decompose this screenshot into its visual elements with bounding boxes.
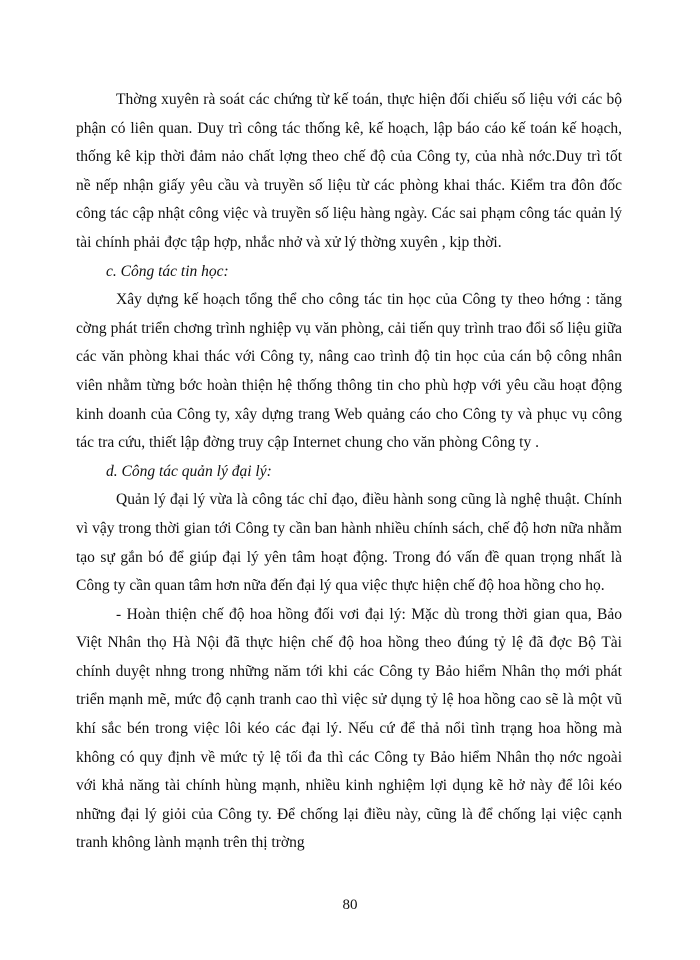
paragraph-commission: - Hoàn thiện chế độ hoa hồng đối vơi đại lý: Mặc dù trong thời gian qua, Bảo Việt Nhân thọ Hà Nội đã thực hiện chế độ hoa hồng theo đúng tỷ lệ đã đợc Bộ Tài chính duyệt nhng trong những năm tới khi các Công ty Bảo hiểm Nhân thọ mới phát triển mạnh mẽ, mức độ cạnh tranh cao thì việc sử dụng tỷ lệ hoa hồng cao sẽ là một vũ khí sắc bén trong việc lôi kéo các đại lý. Nếu cứ để thả nổi tình trạng hoa hồng mà không có quy định về mức tỷ lệ tối đa thì các Công ty Bảo hiểm Nhân thọ nớc ngoài với khả năng tài chính hùng mạnh, nhiều kinh nghiệm lợi dụng kẽ hở này để lôi kéo những đại lý giỏi của Công ty. Để chống lại điều này, cũng là để chống lại việc cạnh tranh không lành mạnh trên thị trờng [76, 605, 622, 852]
page-number: 80 [342, 897, 358, 913]
paragraph-agent-management: Quản lý đại lý vừa là công tác chỉ đạo, điều hành song cũng là nghệ thuật. Chính vì vậy trong thời gian tới Công ty cần ban hành nhiều chính sách, chế độ hơn nữa nhằm tạo sự gắn bó để giúp đại lý yên tâm hoạt động. Trong đó vấn đề quan trọng nhất là Công ty cần quan tâm hơn nữa đến đại lý qua việc thực hiện chế độ hoa hồng cho họ. [76, 491, 622, 595]
paragraph-it-work: Xây dựng kế hoạch tổng thể cho công tác tin học của Công ty theo hớng : tăng cờng phát triển chơng trình nghiệp vụ văn phòng, cải tiến quy trình trao đổi số liệu giữa các văn phòng khai thác với Công ty, nâng cao trình độ tin học của cán bộ công nhân viên nhằm từng bớc hoàn thiện hệ thống thông tin cho phù hợp với yêu cầu hoạt động kinh doanh của Công ty, xây dựng trang Web quảng cáo cho Công ty và phục vụ công tác tra cứu, thiết lập đờng truy cập Internet chung cho văn phòng Công ty . [76, 291, 622, 452]
heading-agent-management: d. Công tác quản lý đại lý: [106, 462, 272, 480]
paragraph-accounting: Thờng xuyên rà soát các chứng từ kế toán, thực hiện đối chiếu số liệu với các bộ phận có liên quan. Duy trì công tác thống kê, kế hoạch, lập báo cáo kế toán kế hoạch, thống kê kịp thời đảm nảo chất lợng theo chế độ của Công ty, của nhà nớc.Duy trì tốt nề nếp nhận giấy yêu cầu và truyền số liệu từ các phòng khai thác. Kiểm tra đôn đốc công tác cập nhật công việc và truyền số liệu hàng ngày. Các sai phạm công tác quản lý tài chính phải đợc tập hợp, nhắc nhở và xử lý thờng xuyên , kịp thời. [76, 91, 622, 251]
document-body [76, 86, 622, 858]
heading-it-work: c. Công tác tin học: [106, 262, 229, 280]
